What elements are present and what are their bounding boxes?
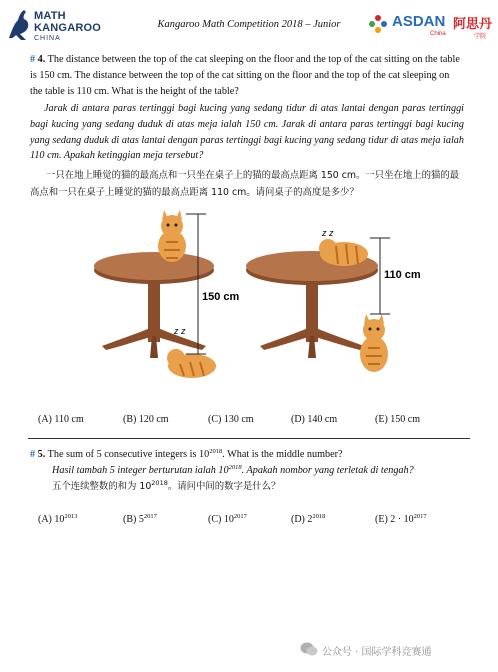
question-5-chinese — [52, 479, 486, 495]
option-b[interactable]: (B) 120 cm — [123, 414, 169, 425]
logo-line-math: MATH — [34, 10, 66, 22]
q5-ms-post: . Apakah nombor yang terletak di tengah? — [241, 465, 414, 476]
option-d[interactable]: (D) 140 cm — [291, 414, 338, 425]
q5-en-post: . What is the middle number? — [222, 449, 343, 460]
option-b[interactable] — [123, 514, 208, 525]
cat-sitting-on-floor — [360, 314, 388, 372]
q5-ms-exp: 2018 — [228, 464, 242, 471]
label-110cm: 110 cm — [384, 269, 421, 281]
question-4-malay: Jarak di antara paras tertinggi bagi kucing yang sedang tidur di atas lantai dengan paras tertinggi bagi kucing yang sedang duduk di atas meja ialah 150 cm. Jarak di antara paras tertinggi bagi kucing yang sedang duduk di atas lantai dengan paras tertinggi bagi kucing yang sedang tidur di atas meja ialah 110 cm. Apakah ketinggian meja tersebut? — [30, 103, 464, 162]
option-e-exp: 2017 — [413, 513, 427, 520]
right-table — [246, 251, 378, 358]
option-a[interactable]: (A) 110 cm — [38, 414, 84, 425]
option-c-exp: 2017 — [233, 513, 247, 520]
option-d-label: (D) 2 — [291, 514, 313, 525]
label-150cm: 150 cm — [202, 291, 240, 303]
asdan-star-icon — [368, 14, 388, 34]
option-c[interactable] — [208, 514, 291, 525]
option-e[interactable] — [375, 514, 427, 525]
option-a[interactable] — [38, 514, 123, 525]
question-5-english — [30, 447, 464, 463]
tables-and-cats-figure — [88, 206, 428, 386]
wechat-icon — [300, 641, 318, 657]
option-a-exp: 2013 — [64, 513, 78, 520]
q5-en-pre: The sum of 5 consecutive integers is 10 — [47, 449, 210, 460]
q5-zh-exp: 2018 — [151, 479, 168, 487]
question-number: 5. — [37, 449, 46, 460]
q5-zh-pre: 五个连续整数的和为 10 — [52, 481, 152, 492]
question-5-options — [38, 514, 468, 525]
option-d[interactable] — [291, 514, 375, 525]
logo-line-china: CHINA — [34, 35, 61, 42]
option-e[interactable]: (E) 150 cm — [375, 414, 420, 425]
option-b-exp: 2017 — [143, 513, 157, 520]
cat-sleeping-on-table — [319, 239, 368, 266]
question-hash: # — [30, 449, 36, 460]
asdan-brand: ASDAN — [392, 13, 446, 30]
left-table — [94, 252, 214, 358]
zz-left: z z — [174, 326, 186, 336]
option-d-exp: 2018 — [312, 513, 326, 520]
asdan-logo — [368, 12, 496, 42]
option-c-label: (C) 10 — [208, 514, 234, 525]
asdan-brand-cn: 阿思丹 — [453, 17, 493, 32]
question-number: 4. — [37, 54, 46, 65]
logo-line-kangaroo: KANGAROO — [34, 22, 101, 34]
question-4-english — [30, 52, 464, 99]
asdan-sub: China — [430, 31, 446, 37]
question-4-en-text: The distance between the top of the cat sleeping on the floor and the top of the cat sitting on the table is 150 cm. The distance between the top of the cat sitting on the floor and the top of the cat sleeping on the table is 110 cm. What is the height of the table? — [30, 54, 460, 97]
page-header-title: Kangaroo Math Competition 2018 – Junior — [157, 19, 341, 30]
asdan-sub-cn: 学院 — [474, 33, 487, 40]
q5-zh-post: 。请问中间的数字是什么？ — [167, 481, 281, 492]
footer-watermark: 公众号 · 国际学科竞赛通 — [322, 647, 432, 658]
cat-sitting-on-table — [158, 210, 186, 262]
q5-ms-pre: Hasil tambah 5 integer berturutan ialah 10 — [52, 465, 229, 476]
question-hash: # — [30, 54, 36, 65]
option-e-label: (E) 2 · 10 — [375, 514, 414, 525]
question-4-options — [38, 414, 468, 425]
q5-en-exp: 2018 — [209, 448, 223, 455]
question-4-chinese: 一只在地上睡觉的猫的最高点和一只坐在桌子上的猫的最高点距离 150 cm。一只坐在地上的猫的最高点和一只在桌子上睡觉的猫的最高点距离 110 cm。请问桌子的高度是多少？ — [30, 170, 460, 198]
option-c[interactable]: (C) 130 cm — [208, 414, 254, 425]
option-b-label: (B) 5 — [123, 514, 144, 525]
cat-sleeping-on-floor — [167, 349, 216, 378]
option-a-label: (A) 10 — [38, 514, 65, 525]
question-5-malay — [52, 463, 486, 479]
zz-right: z z — [322, 228, 334, 238]
section-divider — [28, 438, 470, 439]
